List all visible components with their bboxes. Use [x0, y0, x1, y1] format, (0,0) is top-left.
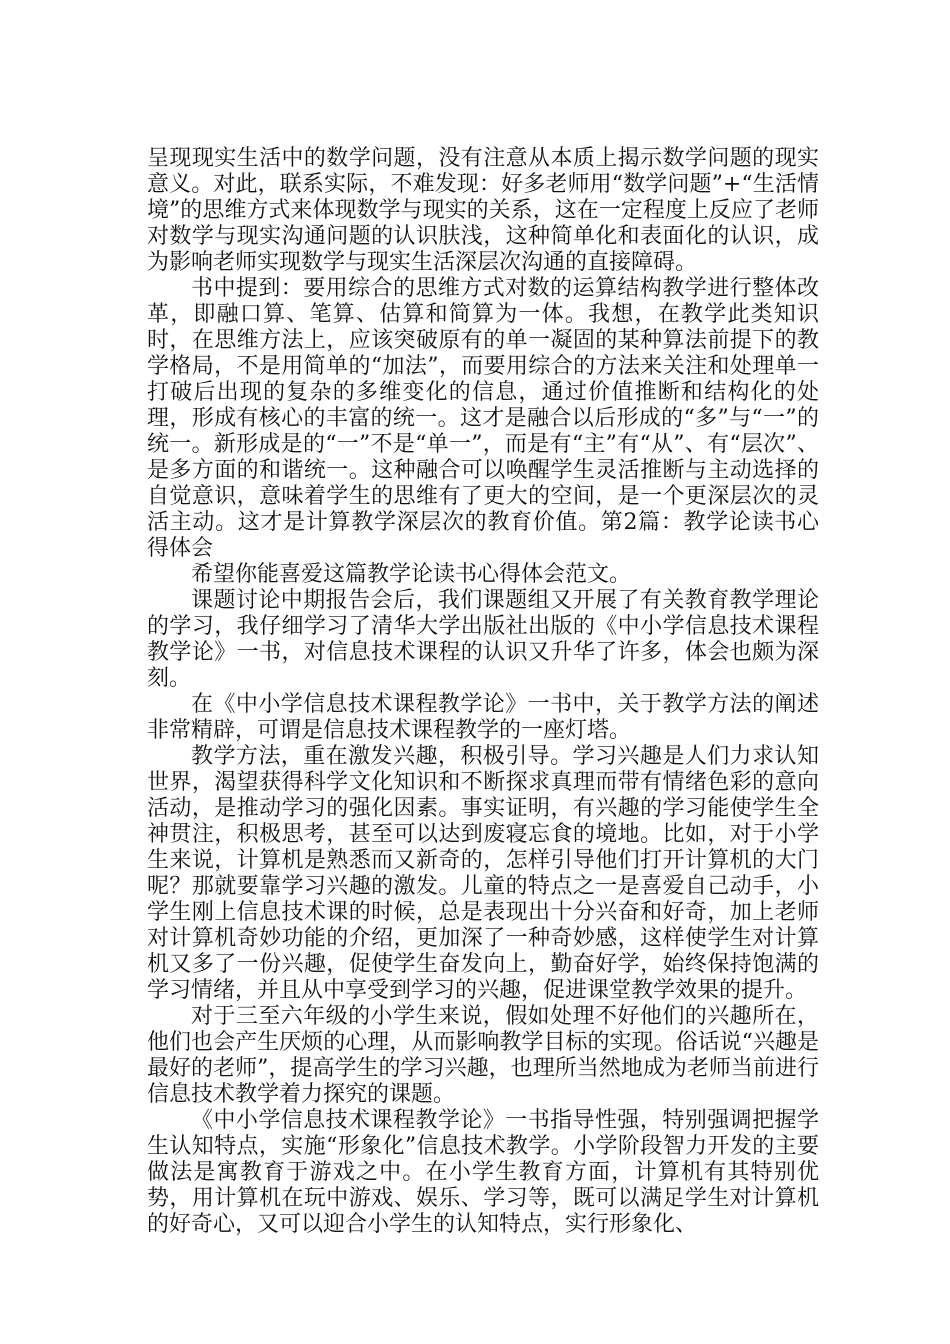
paragraph: 对于三至六年级的小学生来说，假如处理不好他们的兴趣所在，他们也会产生厌烦的心理，从而影响教学目标的实现。俗话说“兴趣是最好的老师”，提高学生的学习兴趣，也理所当然地成为老师当前进行信息技术教学着力探究的课题。 — [147, 1004, 819, 1107]
paragraph: 教学方法，重在激发兴趣，积极引导。学习兴趣是人们力求认知世界，渴望获得科学文化知识和不断探求真理而带有情绪色彩的意向活动，是推动学习的强化因素。事实证明，有兴趣的学习能使学生全神贯注，积极思考，甚至可以达到废寝忘食的境地。比如，对于小学生来说，计算机是熟悉而又新奇的，怎样引导他们打开计算机的大门呢？那就要靠学习兴趣的激发。儿童的特点之一是喜爱自己动手，小学生刚上信息技术课的时候，总是表现出十分兴奋和好奇，加上老师对计算机奇妙功能的介绍，更加深了一种奇妙感，这样使学生对计算机又多了一份兴趣，促使学生奋发向上，勤奋好学，始终保持饱满的学习情绪，并且从中享受到学习的兴趣，促进课堂教学效果的提升。 — [147, 744, 819, 1003]
paragraph: 希望你能喜爱这篇教学论读书心得体会范文。 — [191, 562, 632, 587]
paragraph: 《中小学信息技术课程教学论》一书指导性强，特别强调把握学生认知特点，实施“形象化”信息技术教学。小学阶段智力开发的主要做法是寓教育于游戏之中。在小学生教育方面，计算机有其特别优势，用计算机在玩中游戏、娱乐、学习等，既可以满足学生对计算机的好奇心，又可以迎合小学生的认知特点，实行形象化、 — [147, 1108, 819, 1237]
document-body — [147, 146, 819, 1238]
paragraph: 在《中小学信息技术课程教学论》一书中，关于教学方法的阐述非常精辟，可谓是信息技术课程教学的一座灯塔。 — [147, 692, 819, 743]
paragraph: 课题讨论中期报告会后，我们课题组又开展了有关教育教学理论的学习，我仔细学习了清华大学出版社出版的《中小学信息技术课程教学论》一书，对信息技术课程的认识又升华了许多，体会也颇为深刻。 — [147, 588, 819, 691]
paragraph: 书中提到：要用综合的思维方式对数的运算结构教学进行整体改革，即融口算、笔算、估算和简算为一体。我想，在教学此类知识时，在思维方法上，应该突破原有的单一凝固的某种算法前提下的教学格局，不是用简单的“加法”，而要用综合的方法来关注和处理单一打破后出现的复杂的多维变化的信息，通过价值推断和结构化的处理，形成有核心的丰富的统一。这才是融合以后形成的“多”与“一”的统一。新形成是的“一”不是“单一”，而是有“主”有“从”、有“层次”、是多方面的和谐统一。这种融合可以唤醒学生灵活推断与主动选择的自觉意识，意味着学生的思维有了更大的空间，是一个更深层次的灵活主动。这才是计算教学深层次的教育价值。第2篇：教学论读书心得体会 — [147, 276, 819, 561]
paragraph-continuation: 呈现现实生活中的数学问题，没有注意从本质上揭示数学问题的现实意义。对此，联系实际，不难发现：好多老师用“数学问题”+“生活情境”的思维方式来体现数学与现实的关系，这在一定程度上反应了老师对数学与现实沟通问题的认识肤浅，这种简单化和表面化的认识，成为影响老师实现数学与现实生活深层次沟通的直接障碍。 — [147, 146, 819, 275]
